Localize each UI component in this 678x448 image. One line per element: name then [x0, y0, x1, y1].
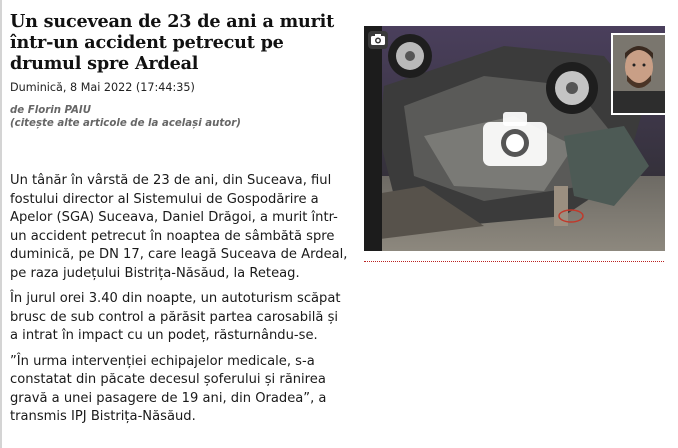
article-body: [10, 172, 350, 434]
camera-icon[interactable]: [368, 31, 388, 49]
photo-divider: [364, 261, 664, 262]
article-title: Un sucevean de 23 de ani a murit într-un accident petrecut pe drumul spre Ardeal: [10, 11, 335, 74]
author-more-link[interactable]: (citește alte articole de la același autor): [10, 118, 241, 129]
left-border: [0, 0, 2, 448]
paragraph-2: În jurul orei 3.40 din noapte, un autoturism scăpat brusc de sub control a părăsit partea carosabilă și a intrat în impact cu un podeț, răsturnându-se.: [10, 291, 341, 343]
paragraph-3: ”În urma intervenției echipajelor medicale, s-a constatat din păcate decesul șoferului și rănirea gravă a unei pasagere de 19 ani, din Oradea”, a transmis IPJ Bistrița-Năsăud.: [10, 353, 327, 424]
paragraph-1: Un tânăr în vârstă de 23 de ani, din Suceava, fiul fostului director al Sistemului de Gospodărire a Apelor (SGA) Suceava, Daniel Drăgoi, a murit într-un accident petrecut în noaptea de sâmbătă spre duminică, pe DN 17, care leagă Suceava de Ardeal, pe raza județului Bistrița-Năsăud, la Reteag.: [10, 173, 348, 281]
author-name[interactable]: de Florin PAIU: [10, 105, 91, 116]
camera-overlay-icon[interactable]: [483, 110, 547, 166]
article-photo[interactable]: [364, 26, 665, 251]
author-block: [10, 104, 350, 130]
portrait-inset: [611, 33, 665, 115]
article-date: Duminică, 8 Mai 2022 (17:44:35): [10, 81, 195, 94]
article-header: [10, 0, 350, 130]
